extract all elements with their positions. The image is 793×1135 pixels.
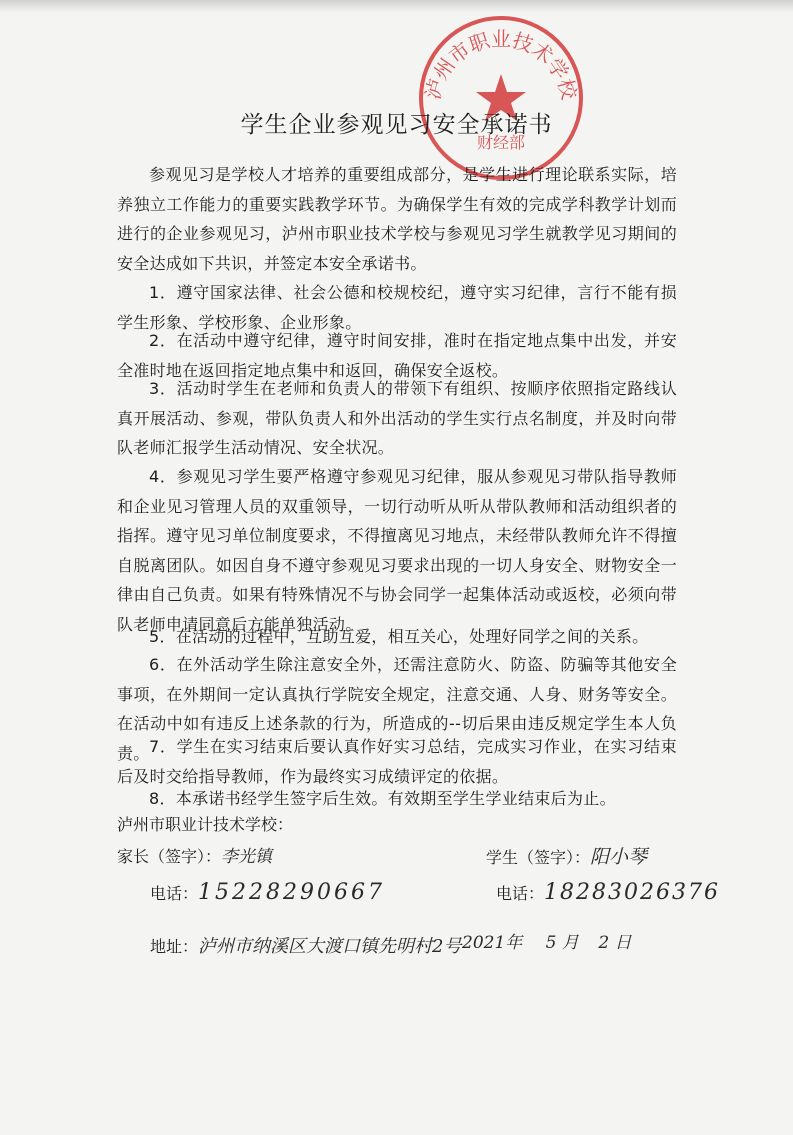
address-value: 泸州市纳溪区大渡口镇先明村2号 xyxy=(198,936,462,957)
date-day-label: 日 xyxy=(614,933,632,953)
date-day: 2 xyxy=(598,933,610,953)
parent-label: 家长（签字）： xyxy=(117,847,222,866)
clause-3: 3．活动时学生在老师和负责人的带领下有组织、按顺序依照指定路线认真开展活动、参观，带队负责人和外出活动的学生实行点名制度，并及时向带队老师汇报学生活动情况、安全状况。 xyxy=(117,379,677,457)
official-seal xyxy=(415,12,587,184)
school-name: 泸州市职业计技术学校： xyxy=(117,815,294,834)
student-label: 学生（签字）： xyxy=(486,848,591,867)
seal-subtext: 财经部 xyxy=(476,133,526,152)
parent-phone-row xyxy=(150,880,385,905)
student-phone-label: 电话： xyxy=(496,884,545,903)
clause-8: 8．本承诺书经学生签字后生效。有效期至学生学业结束后为止。 xyxy=(149,789,616,808)
student-phone: 18283026376 xyxy=(544,880,720,905)
date-year: 2021 xyxy=(462,933,506,953)
clause-1: 1．遵守国家法律、社会公德和校规校纪，遵守实习纪律，言行不能有损学生形象、学校形象、企业形象。 xyxy=(117,283,677,332)
address-row xyxy=(150,932,461,958)
clause-5: 5．在活动的过程中，互助互爱，相互关心，处理好同学之间的关系。 xyxy=(149,627,649,646)
date-month: 5 xyxy=(545,933,557,953)
parent-phone-label: 电话： xyxy=(150,884,199,903)
intro-paragraph: 参观见习是学校人才培养的重要组成部分，是学生进行理论联系实际，培养独立工作能力的重要实践教学环节。为确保学生有效的完成学科教学计划而进行的企业参观见习，泸州市职业技术学校与参观见习学生就教学见习期间的安全达成如下共识，并签定本安全承诺书。 xyxy=(117,165,677,273)
student-signature-row xyxy=(486,842,647,869)
parent-signature: 李光镇 xyxy=(221,847,273,867)
scan-top-edge xyxy=(0,0,793,12)
clause-6: 6．在外活动学生除注意安全外，还需注意防火、防盗、防骗等其他安全事项，在外期间一定认真执行学院安全规定，注意交通、人身、财务等安全。在活动中如有违反上述条款的行为，所造成的--切后果由违反规定学生本人负责。 xyxy=(117,655,677,763)
clause-7: 7．学生在实习结束后要认真作好实习总结，完成实习作业，在实习结束后及时交给指导教师，作为最终实习成绩评定的依据。 xyxy=(117,737,677,786)
seal-text: 泸州市职业技术学校 xyxy=(420,26,582,103)
student-signature: 阳小琴 xyxy=(590,846,648,868)
student-phone-row xyxy=(496,880,720,905)
clause-4: 4．参观见习学生要严格遵守参观见习纪律，服从参观见习带队指导教师和企业见习管理人员的双重领导，一切行动听从听从带队教师和活动组织者的指挥。遵守见习单位制度要求，不得擅离见习地点，未经带队教师允许不得擅自脱离团队。如因自身不遵守参观见习要求出现的一切人身安全、财物安全一律由自己负责。如果有特殊情况不与协会同学一起集体活动或返校，必须向带队老师申请同意后方能单独活动。 xyxy=(117,467,677,634)
date-year-label: 年 xyxy=(505,933,523,953)
address-label: 地址： xyxy=(150,937,199,956)
date-month-label: 月 xyxy=(561,933,579,953)
parent-signature-row xyxy=(117,842,272,867)
page-title: 学生企业参观见习安全承诺书 xyxy=(240,112,553,138)
sign-date xyxy=(462,928,632,953)
parent-phone: 15228290667 xyxy=(198,880,385,905)
clause-2: 2．在活动中遵守纪律，遵守时间安排，准时在指定地点集中出发，并安全准时地在返回指定地点集中和返回，确保安全返校。 xyxy=(117,331,677,380)
